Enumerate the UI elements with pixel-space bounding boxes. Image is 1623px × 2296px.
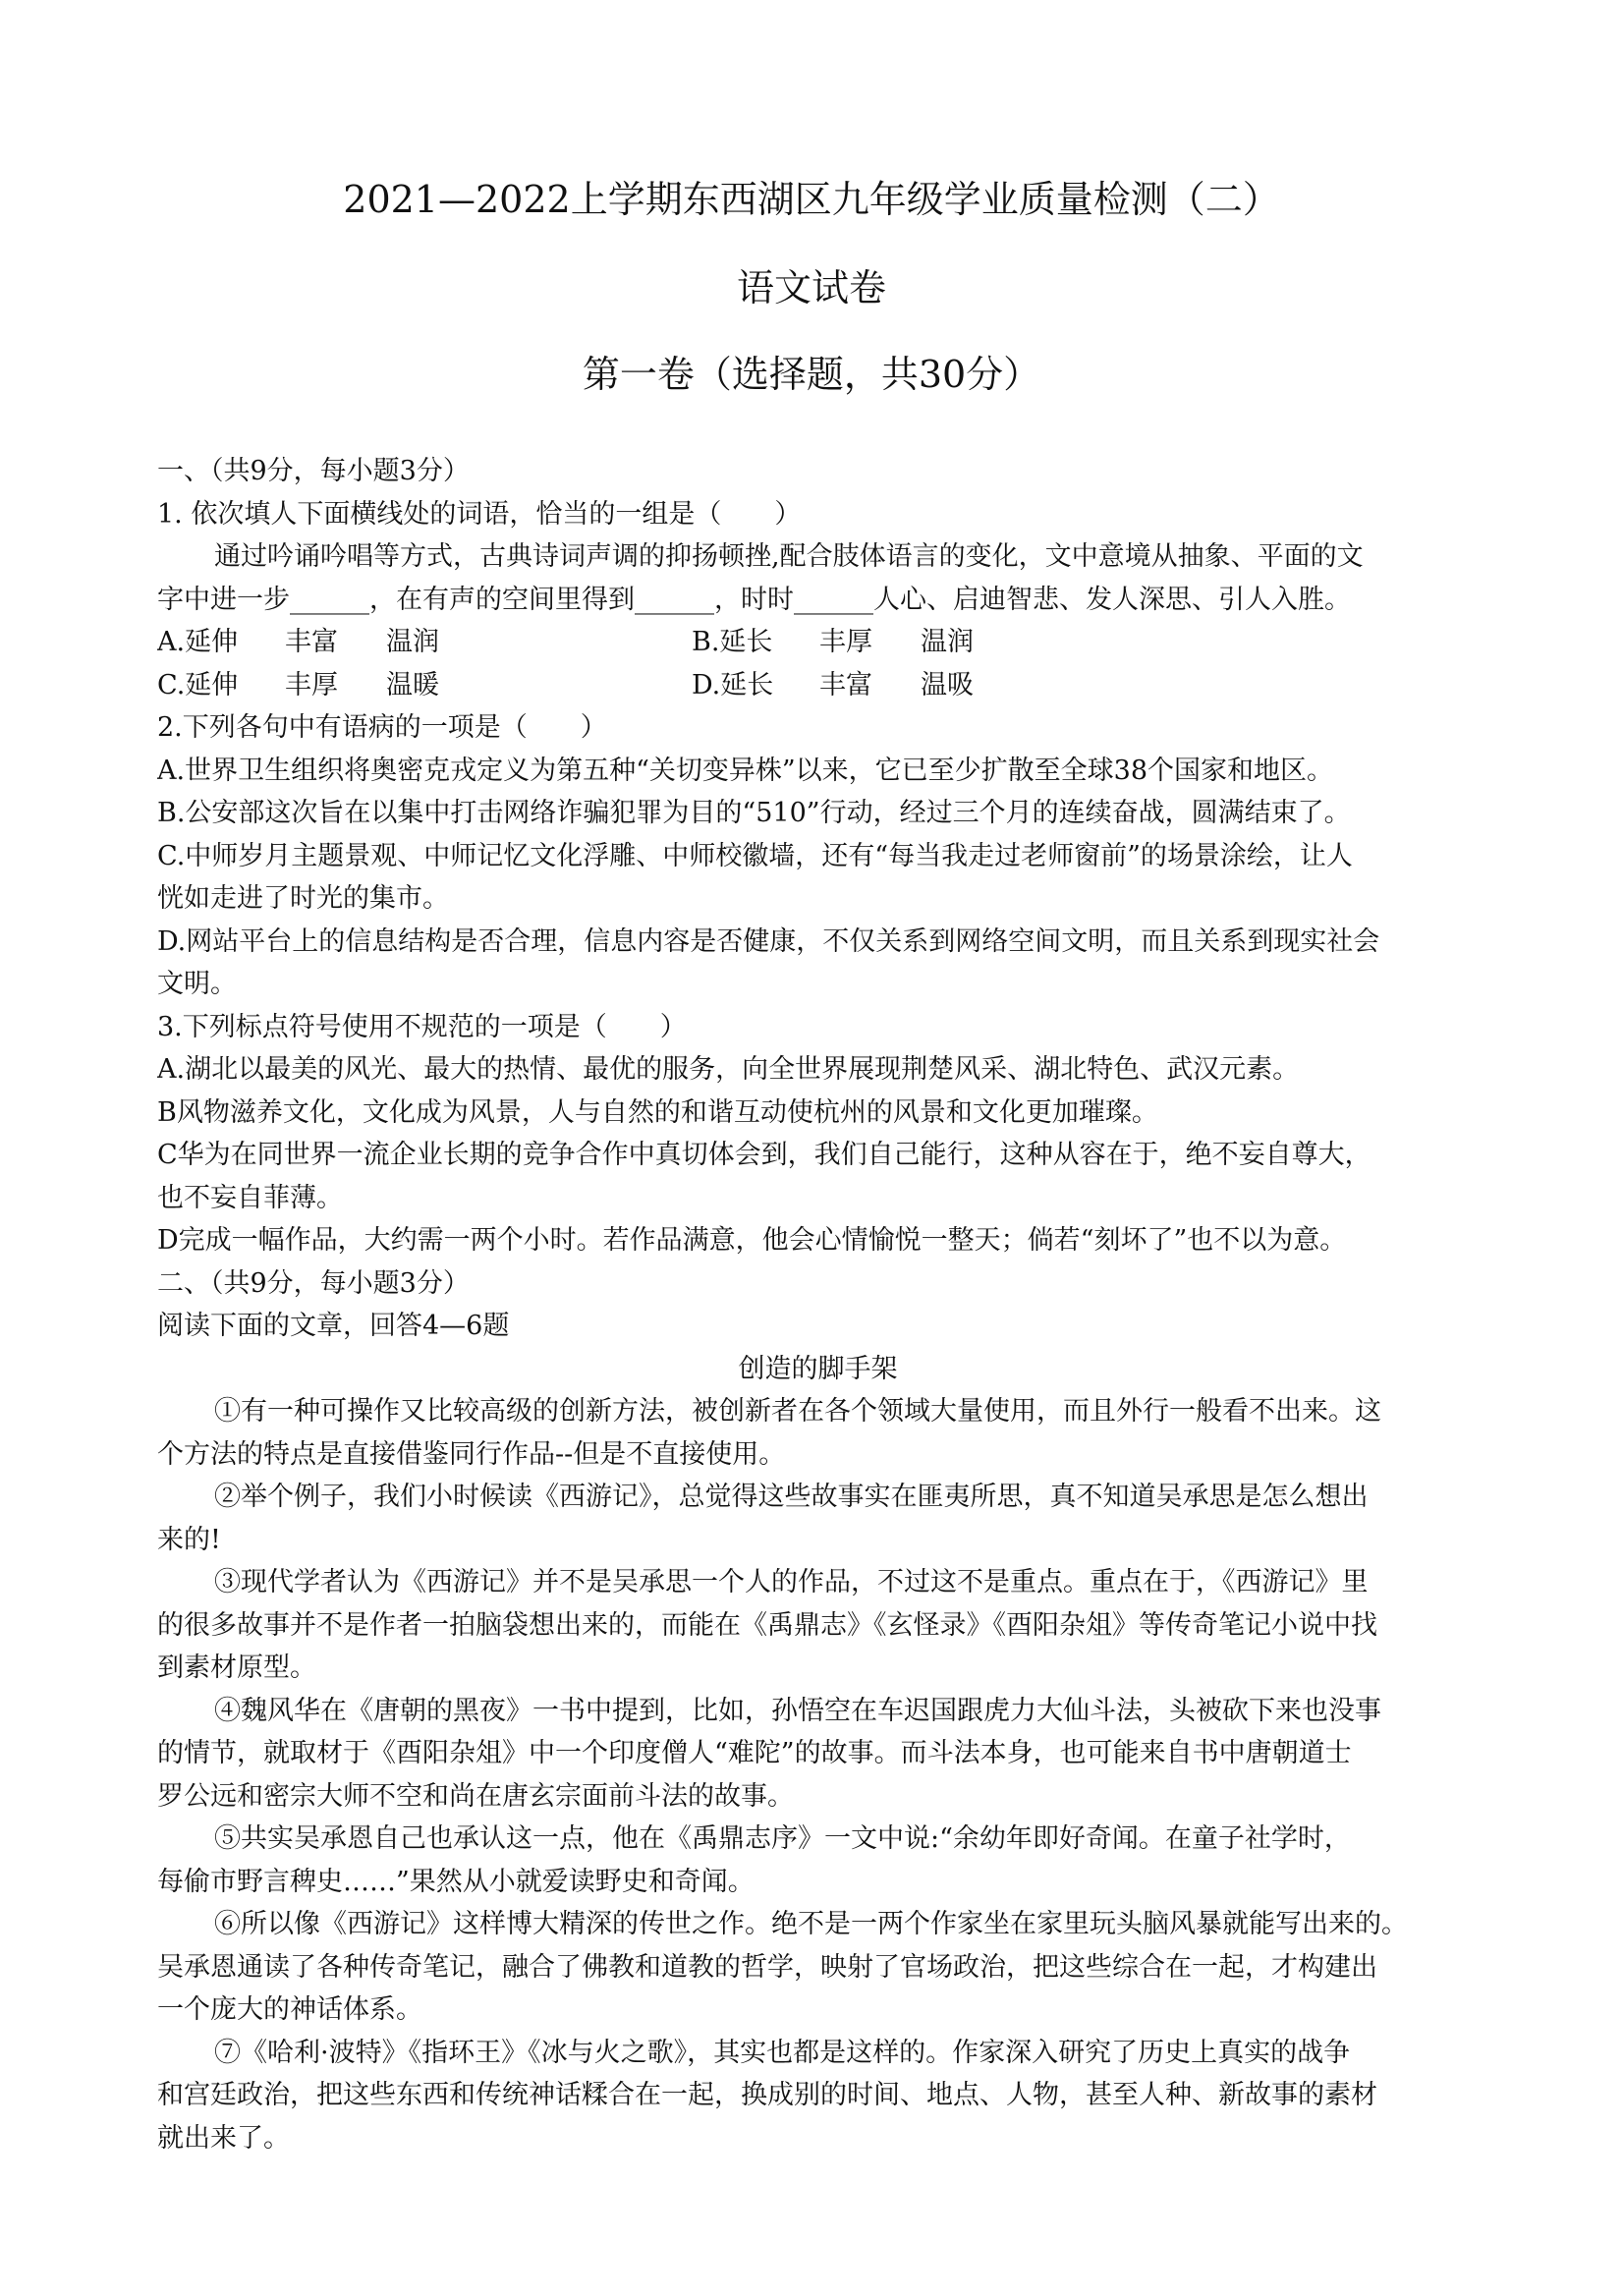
- part-title: 第一卷（选择题，共30分）: [582, 353, 1041, 396]
- question-3-line: B风物滋养文化，文化成为风景，人与自然的和谐互动使杭州的风景和文化更加璀璨。: [157, 1096, 1158, 1128]
- question-2-line: A.世界卫生组织将奥密克戎定义为第五种“关切变异株”以来，它已至少扩散至全球38个国家和地区。: [157, 755, 1334, 786]
- article-paragraph-5: ⑤共实吴承恩自己也承认这一点，他在《禹鼎志序》一文中说:“余幼年即好奇闻。在童子社学时， 每偷市野言稗史……”果然从小就爱读野史和奇闻。: [157, 1823, 1351, 1897]
- subject-title: 语文试卷: [736, 266, 886, 309]
- question-3-line: C华为在同世界一流企业长期的竞争合作中真切体会到，我们自己能行，这种从容在于，绝不妄自尊大，: [157, 1140, 1371, 1170]
- exam-body: [157, 450, 1479, 2159]
- section-2-instruction: 阅读下面的文章，回答4—6题: [157, 1311, 510, 1341]
- article-paragraph-4: ④魏风华在《唐朝的黑夜》一书中提到，比如，孙悟空在车迟国跟虎力大仙斗法，头被砍下来也没事 的情节，就取材于《酉阳杂俎》中一个印度僧人“难陀”的故事。而斗法本身，也可能来自书中唐朝道士 罗公远和密宗大师不空和尚在唐玄宗面前斗法的故事。: [157, 1695, 1381, 1812]
- question-2-line: 恍如走进了时光的集市。: [157, 883, 449, 914]
- question-2-line: B.公安部这次旨在以集中打击网络诈骗犯罪为目的“510”行动，经过三个月的连续奋战，圆满结束了。: [157, 798, 1351, 828]
- question-3-line: A.湖北以最美的风光、最大的热情、最优的服务，向全世界展现荆楚风采、湖北特色、武汉元素。: [157, 1054, 1300, 1085]
- section-1-heading: 一、（共9分，每小题3分）: [157, 456, 470, 486]
- question-2-line: 文明。: [157, 969, 237, 999]
- article-paragraph-7: ⑦《哈利·波特》《指环王》《冰与火之歌》，其实也都是这样的。作家深入研究了历史上真实的战争 和宫廷政治，把这些东西和传统神话糅合在一起，换成别的时间、地点、人物，甚至人种、新故事的素材 就出来了。: [157, 2037, 1377, 2154]
- question-3-line: D完成一幅作品，大约需一两个小时。若作品满意，他会心情愉悦一整天；倘若“刻坏了”也不以为意。: [157, 1225, 1347, 1256]
- exam-title: 2021—2022上学期东西湖区九年级学业质量检测（二）: [343, 178, 1280, 221]
- question-2-line: C.中师岁月主题景观、中师记忆文化浮雕、中师校徽墙，还有“每当我走过老师窗前”的场景涂绘，让人: [157, 840, 1353, 871]
- article-title: 创造的脚手架: [738, 1353, 898, 1384]
- article-paragraph-1: ①有一种可操作又比较高级的创新方法，被创新者在各个领域大量使用，而且外行一般看不出来。这 个方法的特点是直接借鉴同行作品--但是不直接使用。: [157, 1396, 1381, 1470]
- article-paragraph-3: ③现代学者认为《西游记》并不是吴承思一个人的作品，不过这不是重点。重点在于，《西游记》里 的很多故事并不是作者一拍脑袋想出来的，而能在《禹鼎志》《玄怪录》《酉阳杂俎》等传奇笔记小说中找 到素材原型。: [157, 1567, 1377, 1683]
- question-3-stem: 3.下列标点符号使用不规范的一项是（ ）: [157, 1011, 687, 1042]
- question-3-line: 也不妄自菲薄。: [157, 1182, 343, 1213]
- option-b: B.延长 丰厚 温润: [692, 627, 974, 657]
- article-paragraph-6: ⑥所以像《西游记》这样博大精深的传世之作。绝不是一两个作家坐在家里玩头脑风暴就能写出来的。 吴承恩通读了各种传奇笔记，融合了佛教和道教的哲学，映射了官场政治，把这些综合在一起，才构建出 一个庞大的神话体系。: [157, 1909, 1408, 2025]
- question-1-options-row: [157, 621, 1479, 664]
- option-c: C.延伸 丰厚 温暖: [157, 669, 439, 700]
- question-1-passage-line: 通过吟诵吟唱等方式，古典诗词声调的抑扬顿挫,配合肢体语言的变化，文中意境从抽象、平面的文: [214, 541, 1364, 572]
- question-2-stem: 2.下列各句中有语病的一项是（ ）: [157, 712, 607, 743]
- option-d: D.延长 丰富 温吸: [692, 669, 974, 700]
- article-paragraph-2: ②举个例子，我们小时候读《西游记》，总觉得这些故事实在匪夷所思，真不知道吴承思是怎么想出 来的!: [157, 1482, 1369, 1555]
- question-1-options-row: [157, 664, 1479, 707]
- section-2-heading: 二、（共9分，每小题3分）: [157, 1267, 470, 1299]
- question-1-passage-line: 字中进一步______，在有声的空间里得到______，时时______人心、启迪智悲、发人深思、引人入胜。: [157, 584, 1351, 615]
- question-2-line: D.网站平台上的信息结构是否合理，信息内容是否健康，不仅关系到网络空间文明，而且关系到现实社会: [157, 925, 1380, 957]
- question-1-stem: 1. 依次填人下面横线处的词语，恰当的一组是（ ）: [157, 498, 802, 530]
- option-a: A.延伸 丰富 温润: [157, 627, 439, 657]
